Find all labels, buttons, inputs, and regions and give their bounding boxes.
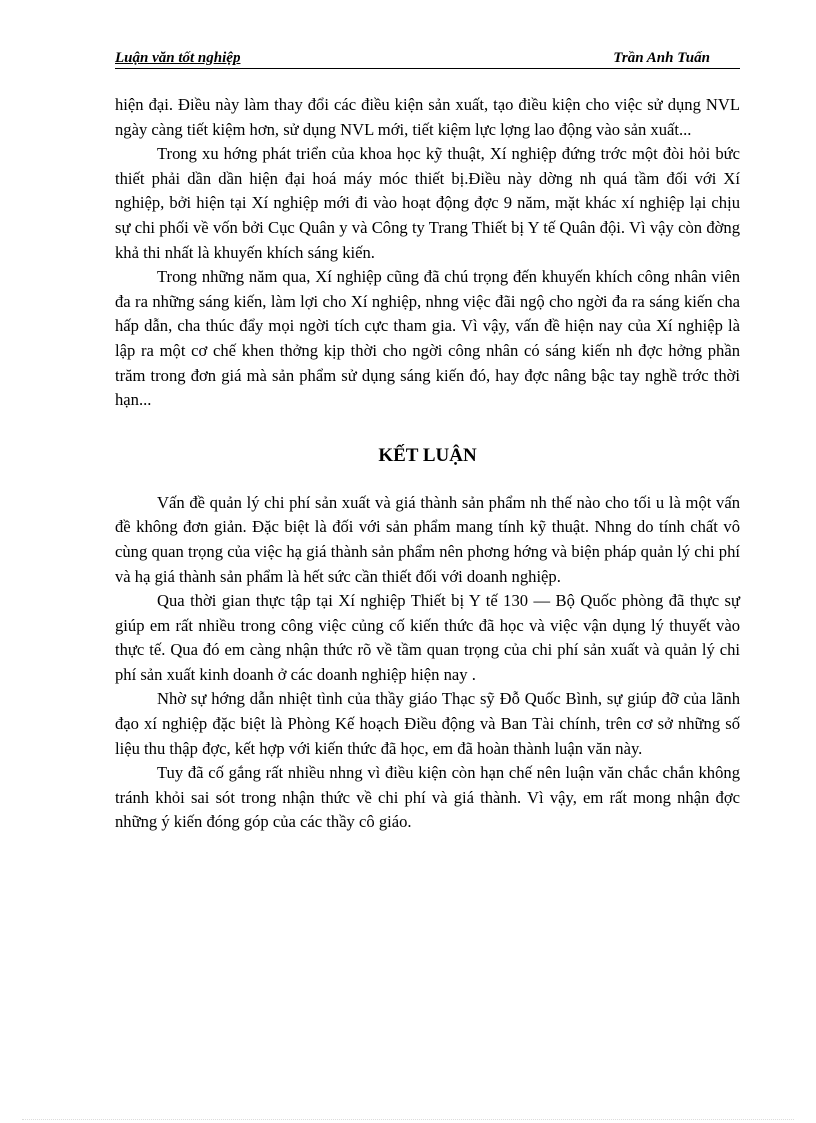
header-author-name: Trần Anh Tuấn <box>613 50 710 66</box>
page-bottom-divider <box>22 1119 794 1120</box>
page-header <box>115 46 740 69</box>
conclusion-heading: KẾT LUẬN <box>378 444 477 466</box>
document-body <box>115 93 740 835</box>
paragraph-innovation-incentive: Trong những năm qua, Xí nghiệp cũng đã chú trọng đến khuyến khích công nhân viên đa ra những sáng kiến, làm lợi cho Xí nghiệp, nhng việc đãi ngộ cho ngời đa ra sáng kiến cha hấp dẫn, cha thúc đẩy mọi ngời tích cực tham gia. Vì vậy, vấn đề hiện nay của Xí nghiệp là lập ra một cơ chế khen thởng kịp thời cho ngời công nhân có sáng kiến nh đợc hởng phần trăm trong đơn giá mà sản phẩm sử dụng sáng kiến đó, hay đợc nâng bậc tay nghề trớc thời hạn... <box>115 267 740 410</box>
paragraph-conclusion-cost-management: Vấn đề quản lý chi phí sản xuất và giá thành sản phẩm nh thế nào cho tối u là một vấn đề không đơn giản. Đặc biệt là đối với sản phẩm mang tính kỹ thuật. Nhng do tính chất vô cùng quan trọng của việc hạ giá thành sản phẩm nên phơng hớng và biện pháp quản lý chi phí và hạ giá thành sản phẩm là hết sức cần thiết đối với doanh nghiệp. <box>115 492 740 586</box>
paragraph-conclusion-acknowledgement: Nhờ sự hớng dẫn nhiệt tình của thầy giáo Thạc sỹ Đỗ Quốc Bình, sự giúp đỡ của lãnh đạo xí nghiệp đặc biệt là Phòng Kế hoạch Điều động và Ban Tài chính, trên cơ sở những số liệu thu thập đợc, kết hợp với kiến thức đã học, em đã hoàn thành luận văn này. <box>115 689 740 758</box>
paragraph-continuation: hiện đại. Điều này làm thay đổi các điều kiện sản xuất, tạo điều kiện cho việc sử dụng NVL ngày càng tiết kiệm hơn, sử dụng NVL mới, tiết kiệm lực lợng lao động vào sản xuất... <box>115 95 740 139</box>
paragraph-conclusion-closing: Tuy đã cố gắng rất nhiều nhng vì điều kiện còn hạn chế nên luận văn chắc chắn không tránh khỏi sai sót trong nhận thức về chi phí và giá thành. Vì vậy, em rất mong nhận đợc những ý kiến đóng góp của các thầy cô giáo. <box>115 763 740 832</box>
paragraph-technology-trend: Trong xu hớng phát triển của khoa học kỹ thuật, Xí nghiệp đứng trớc một đòi hỏi bức thiết phải dần dần hiện đại hoá máy móc thiết bị.Điều này dờng nh quá tầm đối với Xí nghiệp, bởi hiện tại Xí nghiệp mới đi vào hoạt động đợc 9 năm, mặt khác xí nghiệp lại chịu sự chi phối về vốn bởi Cục Quân y và Công ty Trang Thiết bị Y tế Quân đội. Vì vậy còn đờng khả thi nhất là khuyến khích sáng kiến. <box>115 144 740 262</box>
paragraph-conclusion-internship: Qua thời gian thực tập tại Xí nghiệp Thiết bị Y tế 130 — Bộ Quốc phòng đã thực sự giúp em rất nhiều trong công việc củng cố kiến thức đã học và việc vận dụng lý thuyết vào thực tế. Qua đó em càng nhận thức rõ về tầm quan trọng của chi phí sản xuất và quản lý chi phí sản xuất kinh doanh ở các doanh nghiệp hiện nay . <box>115 591 740 684</box>
header-thesis-label: Luận văn tốt nghiệp <box>115 50 241 66</box>
